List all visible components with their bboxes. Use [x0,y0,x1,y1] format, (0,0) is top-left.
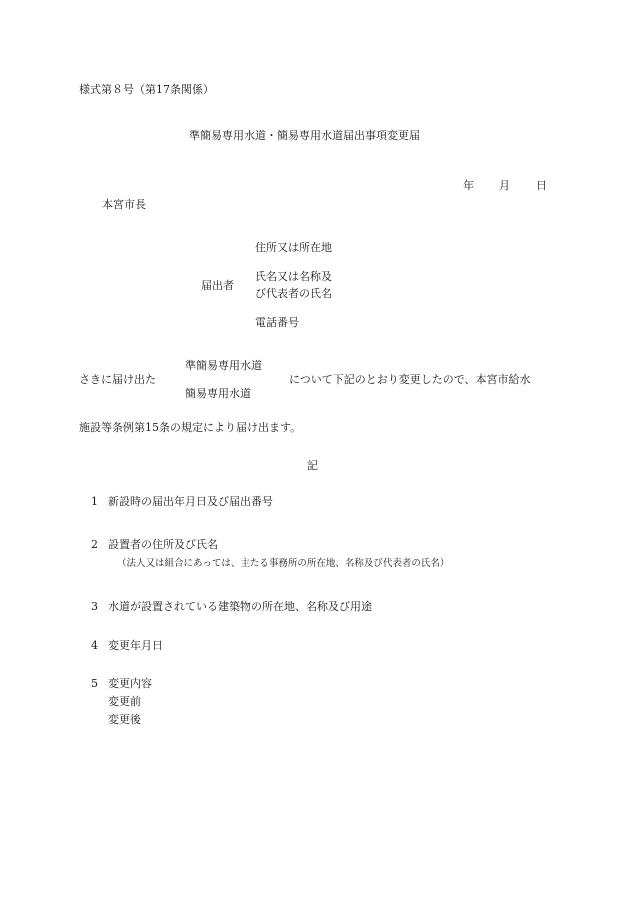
item-number: 2 [91,538,98,551]
body-suffix: について下記のとおり変更したので、本宮市給水 [289,373,531,386]
notifier-label: 届出者 [201,279,234,292]
date-year-label: 年 [463,179,474,192]
change-before-label: 変更前 [108,695,141,708]
item-text: 水道が設置されている建築物の所在地、名称及び用途 [108,600,372,613]
item-text: 変更内容 [108,677,152,690]
addressee: 本宮市長 [102,198,146,211]
change-after-label: 変更後 [108,713,141,726]
address-label: 住所又は所在地 [255,241,332,254]
phone-label: 電話番号 [255,316,299,329]
ki-heading: 記 [307,459,318,472]
form-number: 様式第８号（第17条関係） [79,83,214,96]
form-title: 準簡易専用水道・簡易専用水道届出事項変更届 [189,129,420,142]
water-type-option-2: 簡易専用水道 [185,387,251,400]
item-number: 1 [91,495,98,508]
item-text: 変更年月日 [108,639,163,652]
item-text: 設置者の住所及び氏名 [108,538,218,551]
date-month-label: 月 [499,179,510,192]
name-label-line1: 氏名又は名称及 [255,270,332,283]
item-number: 4 [91,639,98,652]
water-type-option-1: 準簡易専用水道 [185,359,262,372]
item-number: 3 [91,600,98,613]
date-day-label: 日 [536,179,547,192]
name-label-line2: び代表者の氏名 [255,287,332,300]
item-note: （法人又は組合にあっては、主たる事務所の所在地、名称及び代表者の氏名） [117,558,450,569]
body-prefix: さきに届け出た [79,373,156,386]
item-number: 5 [91,677,98,690]
body-line2: 施設等条例第15条の規定により届け出ます。 [79,421,302,434]
item-text: 新設時の届出年月日及び届出番号 [108,495,273,508]
